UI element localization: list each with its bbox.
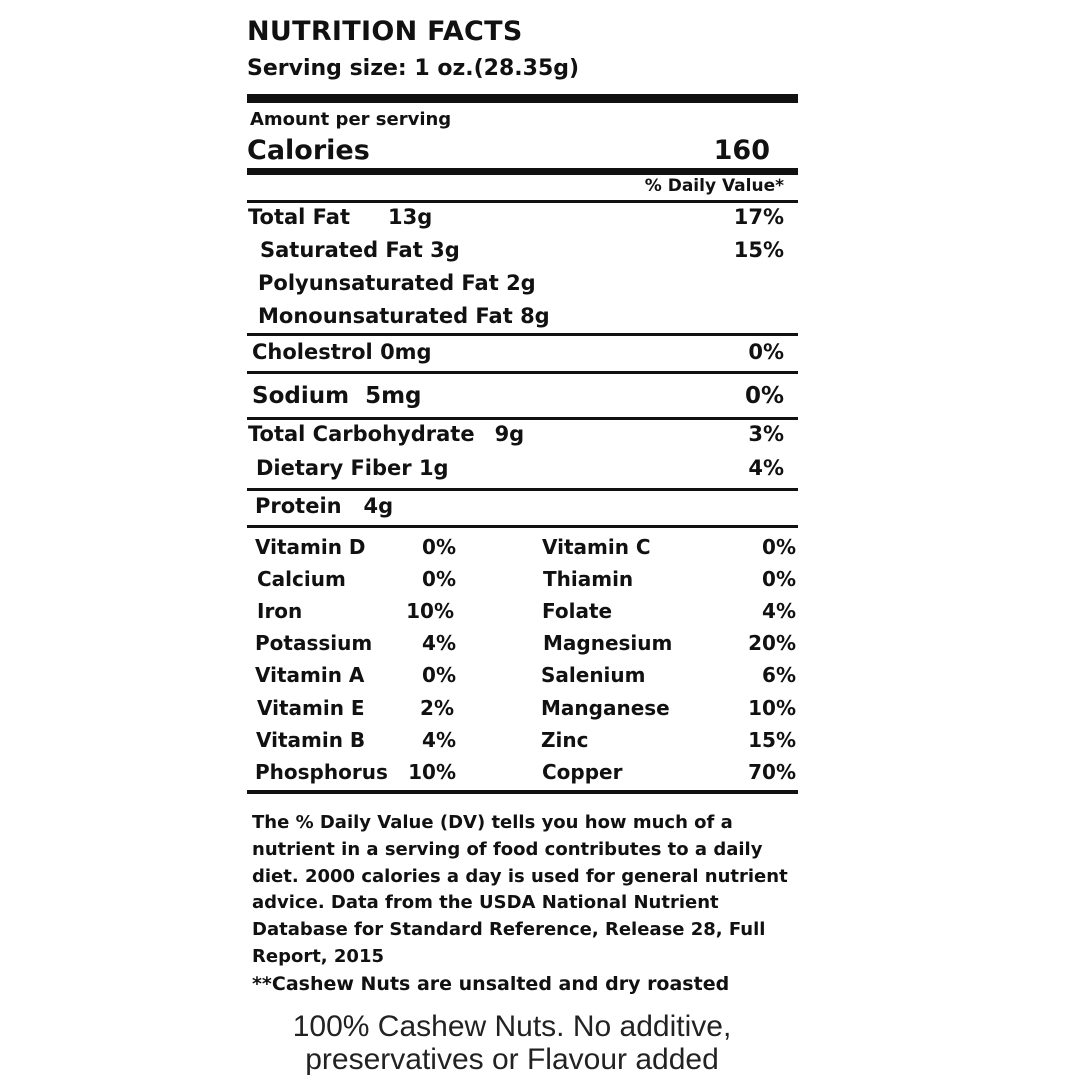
thin-divider	[247, 488, 798, 491]
nutrient-label: Monounsaturated Fat 8g	[258, 304, 550, 328]
vitamin-value: 4%	[422, 631, 456, 655]
vitamin-name: Vitamin A	[255, 663, 365, 687]
vitamin-value: 10%	[406, 599, 454, 623]
vitamin-name: Salenium	[541, 663, 646, 687]
cashew-note: **Cashew Nuts are unsalted and dry roasted	[252, 972, 730, 995]
vitamin-value: 15%	[748, 728, 796, 752]
vitamin-name: Magnesium	[543, 631, 673, 655]
vitamin-value: 4%	[762, 599, 796, 623]
vitamin-value: 0%	[422, 535, 456, 559]
amount-per-serving: Amount per serving	[250, 109, 452, 130]
nutrient-dv: 0%	[744, 383, 784, 409]
thin-divider	[247, 525, 798, 528]
product-tagline-line1: 100% Cashew Nuts. No additive,	[292, 1010, 732, 1043]
vitamin-value: 10%	[408, 760, 456, 784]
thin-divider	[247, 333, 798, 336]
vitamin-name: Zinc	[541, 728, 589, 752]
nutrient-label: Polyunsaturated Fat 2g	[258, 271, 536, 295]
nutrient-dv: 4%	[748, 456, 784, 480]
footnote	[252, 810, 792, 998]
thin-divider	[247, 790, 798, 794]
nutrient-label: Saturated Fat 3g	[260, 238, 460, 262]
vitamin-value: 6%	[762, 663, 796, 687]
footnote-line: Report, 2015	[252, 945, 385, 967]
vitamin-value: 0%	[762, 567, 796, 591]
footnote-line: advice. Data from the USDA National Nutrient	[252, 892, 719, 914]
vitamin-name: Vitamin B	[256, 728, 366, 752]
vitamin-value: 70%	[748, 760, 796, 784]
vitamin-value: 0%	[762, 535, 796, 559]
vitamin-value: 0%	[422, 663, 456, 687]
footnote-line: nutrient in a serving of food contributes to a daily	[252, 838, 763, 860]
vitamin-name: Manganese	[541, 696, 670, 720]
vitamin-name: Vitamin D	[255, 535, 366, 559]
nutrient-label: Protein 4g	[255, 494, 394, 518]
vitamin-name: Vitamin C	[542, 535, 651, 559]
vitamin-name: Folate	[542, 599, 613, 623]
vitamin-value: 0%	[422, 567, 456, 591]
vitamin-value: 20%	[748, 631, 796, 655]
vitamin-name: Vitamin E	[257, 696, 365, 720]
vitamin-name: Calcium	[257, 567, 346, 591]
daily-value-header: % Daily Value*	[644, 176, 784, 196]
thin-divider	[247, 371, 798, 374]
vitamin-value: 4%	[422, 728, 456, 752]
nutrient-dv: 0%	[748, 340, 784, 364]
nutrient-label: Total Carbohydrate 9g	[248, 422, 525, 446]
medium-divider	[247, 168, 798, 175]
nutrient-label: Total Fat 13g	[248, 205, 433, 229]
product-tagline-line2: preservatives or Flavour added	[305, 1043, 719, 1076]
label-title: NUTRITION FACTS	[247, 16, 523, 47]
calories-value: 160	[713, 135, 770, 166]
vitamin-name: Phosphorus	[255, 760, 388, 784]
vitamin-value: 2%	[420, 696, 454, 720]
vitamin-name: Iron	[257, 599, 303, 623]
vitamin-name: Copper	[542, 760, 623, 784]
vitamin-name: Potassium	[255, 631, 373, 655]
footnote-line: diet. 2000 calories a day is used for general nutrient	[252, 865, 788, 887]
nutrient-label: Dietary Fiber 1g	[256, 456, 449, 480]
vitamin-name: Thiamin	[543, 567, 634, 591]
thin-divider	[247, 417, 798, 420]
thick-divider	[247, 94, 798, 103]
calories-label: Calories	[247, 135, 370, 166]
nutrient-dv: 15%	[733, 238, 784, 262]
vitamin-value: 10%	[748, 696, 796, 720]
nutrient-label: Cholestrol 0mg	[252, 340, 432, 364]
nutrient-label: Sodium 5mg	[252, 383, 422, 409]
footnote-line: Database for Standard Reference, Release 28, Full	[252, 919, 766, 941]
nutrient-dv: 17%	[733, 205, 784, 229]
serving-size: Serving size: 1 oz.(28.35g)	[247, 56, 580, 81]
nutrient-dv: 3%	[748, 422, 784, 446]
thin-divider	[247, 200, 798, 203]
footnote-line: The % Daily Value (DV) tells you how much of a	[252, 812, 733, 833]
